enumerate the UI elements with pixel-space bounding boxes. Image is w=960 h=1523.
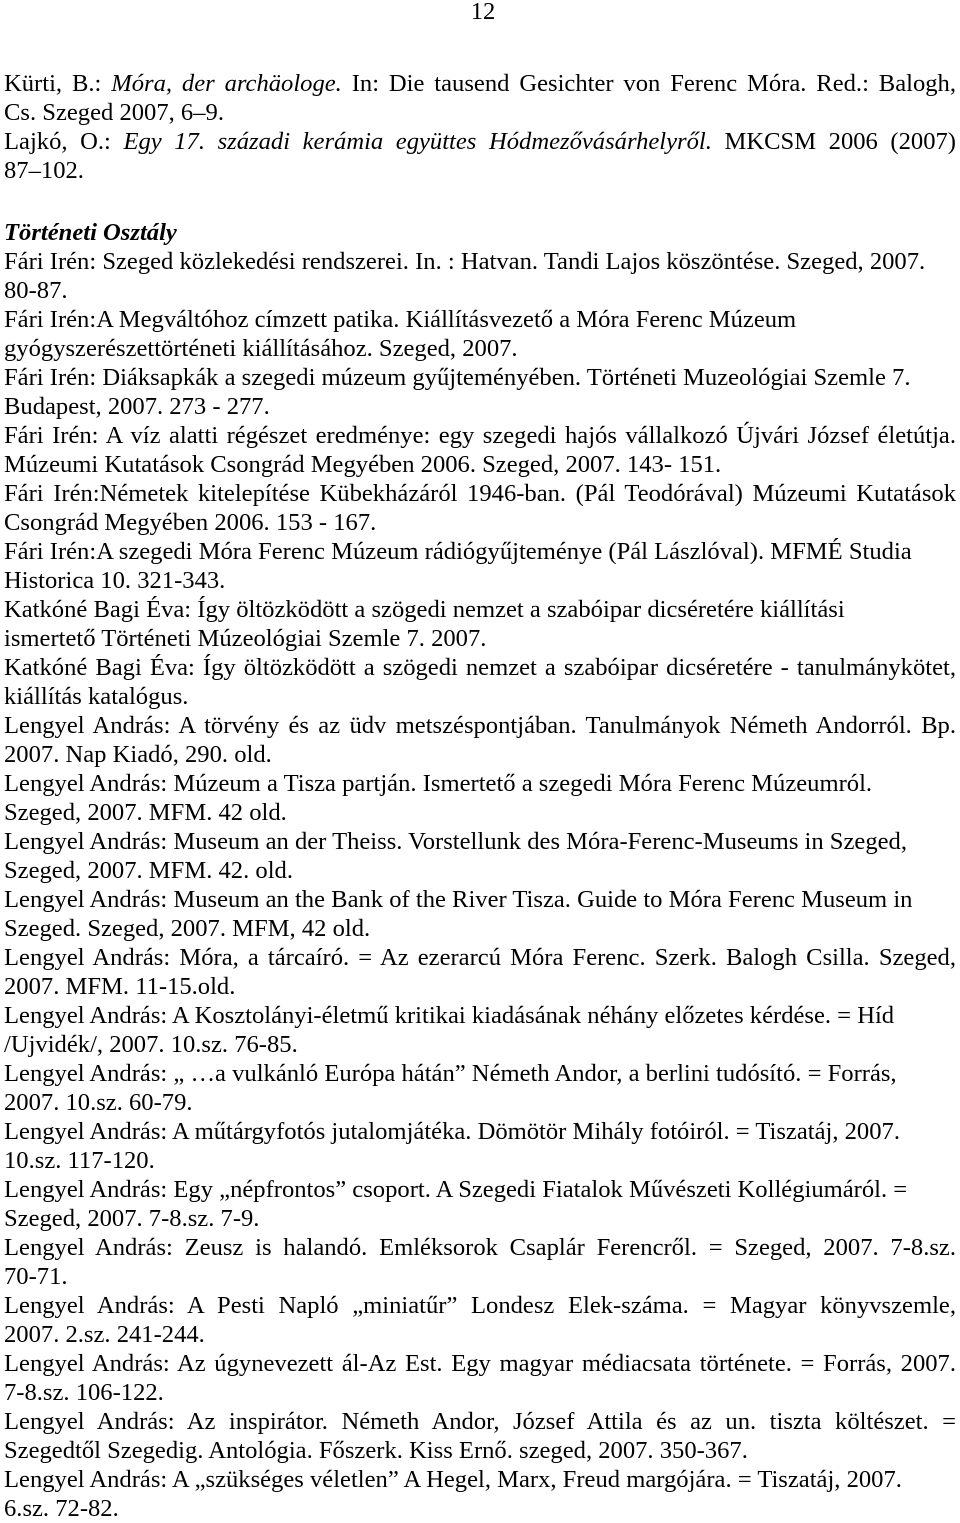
bibliography-entry <box>4 305 956 363</box>
entry-line: ismertető Történeti Múzeológiai Szemle 7. 2007. <box>4 625 487 652</box>
bibliography-entry <box>4 943 956 1001</box>
entry-line: gyógyszerészettörténeti kiállításához. Szeged, 2007. <box>4 335 518 362</box>
entry-line: Fári Irén:Németek kitelepítése Kübekházáról 1946-ban. (Pál Teodórával) Múzeumi Kutatások <box>4 480 956 507</box>
entry-line: Lengyel András: Museum an der Theiss. Vorstellunk des Móra-Ferenc-Museums in Szeged, <box>4 828 907 855</box>
bibliography-entry <box>4 421 956 479</box>
entry-line: Budapest, 2007. 273 - 277. <box>4 393 270 420</box>
bibliography-entry <box>4 885 956 943</box>
entry-line: Lengyel András: Móra, a tárcaíró. = Az ezerarcú Móra Ferenc. Szerk. Balogh Csilla. Szeged, <box>4 944 956 971</box>
entry-line: 6.sz. 72-82. <box>4 1495 119 1522</box>
entry-line: 10.sz. 117-120. <box>4 1147 155 1174</box>
section-heading: Történeti Osztály <box>4 219 177 246</box>
entry-line: Lengyel András: A „szükséges véletlen” A Hegel, Marx, Freud margójára. = Tiszatáj, 2007. <box>4 1466 902 1493</box>
bibliography-entry <box>4 1233 956 1291</box>
entry-line: Szeged, 2007. MFM. 42. old. <box>4 857 293 884</box>
bibliography-entry <box>4 1291 956 1349</box>
bibliography-entry <box>4 1059 956 1117</box>
bibliography-entry <box>4 1001 956 1059</box>
entry-line: Lengyel András: Múzeum a Tisza partján. Ismertető a szegedi Móra Ferenc Múzeumról. <box>4 770 873 797</box>
entry-line: Fári Irén: Diáksapkák a szegedi múzeum gyűjteményében. Történeti Muzeológiai Szemle 7. <box>4 364 911 391</box>
entry-line: Szegedtől Szegedig. Antológia. Főszerk. Kiss Ernő. szeged, 2007. 350-367. <box>4 1437 748 1464</box>
entry-line: Lengyel András: A Pesti Napló „miniatűr” Londesz Elek-száma. = Magyar könyvszemle, <box>4 1292 956 1319</box>
bibliography-entry <box>4 1465 956 1523</box>
entry-line: Lengyel András: Egy „népfrontos” csoport. A Szegedi Fiatalok Művészeti Kollégiumáról. = <box>4 1176 908 1203</box>
entry-line: 2007. MFM. 11-15.old. <box>4 973 236 1000</box>
entry-line: kiállítás katalógus. <box>4 683 189 710</box>
entry-line: Csongrád Megyében 2006. 153 - 167. <box>4 509 377 536</box>
entry-title: Móra, der archäologe. <box>111 70 342 97</box>
bibliography-entry <box>4 1117 956 1175</box>
bibliography-entry <box>4 537 956 595</box>
entry-line: 80-87. <box>4 277 68 304</box>
bibliography-entry <box>4 653 956 711</box>
entry-line: Szeged, 2007. MFM. 42 old. <box>4 799 287 826</box>
entry-line: /Ujvidék/, 2007. 10.sz. 76-85. <box>4 1031 298 1058</box>
entry-line: Lengyel András: A műtárgyfotós jutalomjátéka. Dömötör Mihály fotóiról. = Tiszatáj, 2007. <box>4 1118 900 1145</box>
entry-line: Lengyel András: Museum an the Bank of the River Tisza. Guide to Móra Ferenc Museum in <box>4 886 913 913</box>
entry-line: Szeged. Szeged, 2007. MFM, 42 old. <box>4 915 371 942</box>
bibliography-entry <box>4 69 956 127</box>
bibliography-entry <box>4 827 956 885</box>
bibliography-entry <box>4 769 956 827</box>
entry-line: Fári Irén: A víz alatti régészet eredménye: egy szegedi hajós vállalkozó Újvári József életútja. <box>4 422 956 449</box>
entry-line: 87–102. <box>4 157 84 184</box>
entry-line: Katkóné Bagi Éva: Így öltözködött a szögedi nemzet a szabóipar dicséretére - tanulmánykötet, <box>4 654 956 681</box>
entry-line: Lengyel András: Zeusz is halandó. Emléksorok Csaplár Ferencről. = Szeged, 2007. 7-8.sz. <box>4 1234 956 1261</box>
entry-line: 7-8.sz. 106-122. <box>4 1379 164 1406</box>
entry-line: Lengyel András: Az inspirátor. Németh Andor, József Attila és az un. tiszta költészet. = <box>4 1408 956 1435</box>
entry-line <box>4 127 956 156</box>
bibliography <box>4 69 956 1523</box>
entry-line: Lengyel András: Az úgynevezett ál-Az Est. Egy magyar médiacsata története. = Forrás, 2007. <box>4 1350 956 1377</box>
entry-source: In: Die tausend Gesichter von Ferenc Móra. Red.: Balogh, <box>341 70 956 97</box>
entry-line: Lengyel András: A Kosztolányi-életmű kritikai kiadásának néhány előzetes kérdése. = Híd <box>4 1002 895 1029</box>
bibliography-entry <box>4 127 956 185</box>
entry-line <box>4 69 956 98</box>
bibliography-entry <box>4 711 956 769</box>
entry-author: Lajkó, O.: <box>4 128 124 155</box>
bibliography-entry <box>4 479 956 537</box>
bibliography-entry <box>4 363 956 421</box>
entry-title: Egy 17. századi kerámia együttes Hódmezővásárhelyről. <box>123 128 712 155</box>
entry-source: MKCSM 2006 (2007) <box>711 128 956 155</box>
entry-line: Fári Irén: Szeged közlekedési rendszerei. In. : Hatvan. Tandi Lajos köszöntése. Szeged, 2007. <box>4 248 926 275</box>
bibliography-entry <box>4 1407 956 1465</box>
bibliography-entry <box>4 247 956 305</box>
entry-line: Lengyel András: A törvény és az üdv metszéspontjában. Tanulmányok Németh Andorról. Bp. <box>4 712 956 739</box>
entry-line: Historica 10. 321-343. <box>4 567 226 594</box>
entry-line: 2007. 10.sz. 60-79. <box>4 1089 193 1116</box>
entry-line: Cs. Szeged 2007, 6–9. <box>4 99 224 126</box>
bibliography-entry <box>4 1349 956 1407</box>
page-number: 12 <box>470 0 496 25</box>
entry-line: 2007. Nap Kiadó, 290. old. <box>4 741 272 768</box>
entry-line: Katkóné Bagi Éva: Így öltözködött a szögedi nemzet a szabóipar dicséretére kiállítási <box>4 596 845 623</box>
entry-line: 70-71. <box>4 1263 68 1290</box>
entry-line: Múzeumi Kutatások Csongrád Megyében 2006. Szeged, 2007. 143- 151. <box>4 451 722 478</box>
bibliography-entry <box>4 1175 956 1233</box>
entry-line: Fári Irén:A Megváltóhoz címzett patika. Kiállításvezető a Móra Ferenc Múzeum <box>4 306 797 333</box>
entry-line: 2007. 2.sz. 241-244. <box>4 1321 205 1348</box>
entry-line: Lengyel András: „ …a vulkánló Európa hátán” Németh Andor, a berlini tudósító. = Forrás, <box>4 1060 897 1087</box>
entry-author: Kürti, B.: <box>4 70 112 97</box>
bibliography-entry <box>4 595 956 653</box>
entry-line: Szeged, 2007. 7-8.sz. 7-9. <box>4 1205 260 1232</box>
entry-line: Fári Irén:A szegedi Móra Ferenc Múzeum rádiógyűjteménye (Pál Lászlóval). MFMÉ Studia <box>4 538 912 565</box>
